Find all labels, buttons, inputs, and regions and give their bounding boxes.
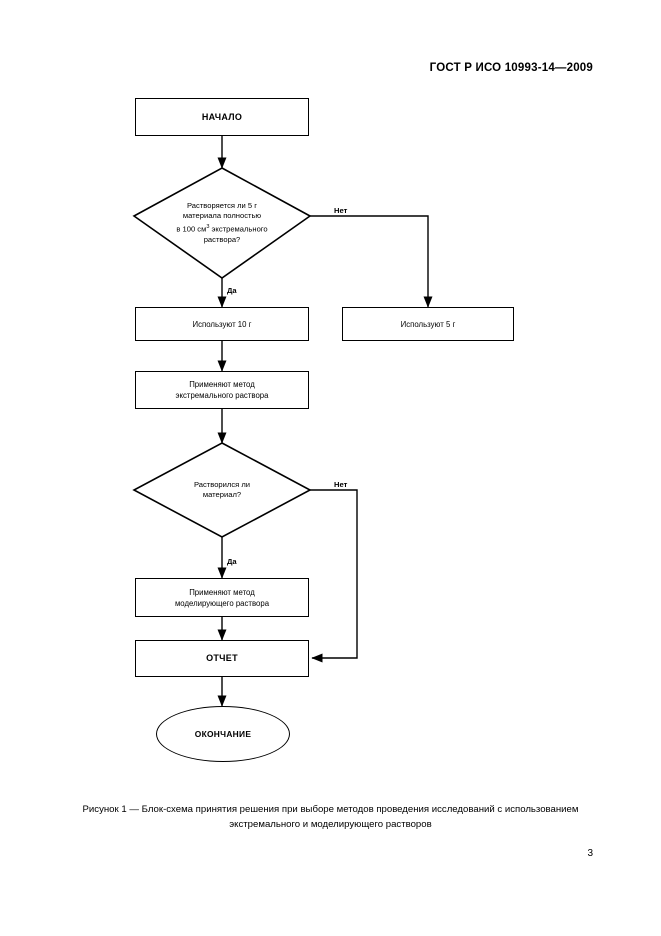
node-method-extreme-solution: [135, 371, 309, 409]
edge-label-decision1-yes: Да: [227, 286, 237, 295]
edge-label-decision2-yes: Да: [227, 557, 237, 566]
node-start: [135, 98, 309, 136]
decision1-line2: материала полностью: [182, 211, 262, 221]
node-use-5g: [342, 307, 514, 341]
node-use-10g-label: Используют 10 г: [192, 319, 252, 329]
decision2-line2: материал?: [202, 490, 242, 499]
node-decision-material-dissolved: [134, 443, 310, 537]
decision1-line3-b: экстремального: [209, 224, 268, 234]
node-end-label: ОКОНЧАНИЕ: [194, 729, 252, 739]
node-report: [135, 640, 309, 677]
edge-label-decision2-no: Нет: [334, 480, 348, 489]
decision1-line3-a: в 100 см: [176, 224, 207, 234]
node-method-model-line2: моделирующего раствора: [174, 598, 270, 608]
node-report-label: ОТЧЕТ: [206, 653, 238, 663]
edge-label-decision1-no: Нет: [334, 206, 348, 215]
node-method-model-solution: [135, 578, 309, 617]
node-end: [156, 706, 290, 762]
decision1-line1: Растворяется ли 5 г: [186, 200, 257, 210]
decision1-line3: [176, 222, 267, 235]
page-header-standard-number: ГОСТ Р ИСО 10993-14—2009: [429, 62, 593, 74]
figure-caption-line2: экстремального и моделирующего растворов: [229, 819, 432, 830]
page-number: 3: [587, 848, 593, 859]
decision1-line3-sup: 3: [206, 223, 210, 230]
node-start-label: НАЧАЛО: [201, 111, 243, 122]
decision2-line1: Растворился ли: [193, 479, 251, 489]
node-decision-dissolve-5g: [134, 168, 310, 278]
node-method-extreme-line1: Применяют метод: [189, 380, 255, 389]
node-use-5g-label: Используют 5 г: [400, 319, 456, 329]
figure-caption: [52, 802, 609, 832]
node-decision-dissolve-5g-label: [134, 168, 310, 278]
node-method-model-line1: Применяют метод: [189, 587, 255, 597]
decision1-line4: раствора?: [203, 234, 241, 244]
node-method-extreme-line2: экстремального раствора: [175, 391, 269, 400]
figure-caption-line1: Рисунок 1 — Блок-схема принятия решения при выборе методов проведения исследований с использованием: [82, 804, 579, 815]
node-use-10g: [135, 307, 309, 341]
node-decision-material-dissolved-label: [134, 443, 310, 537]
